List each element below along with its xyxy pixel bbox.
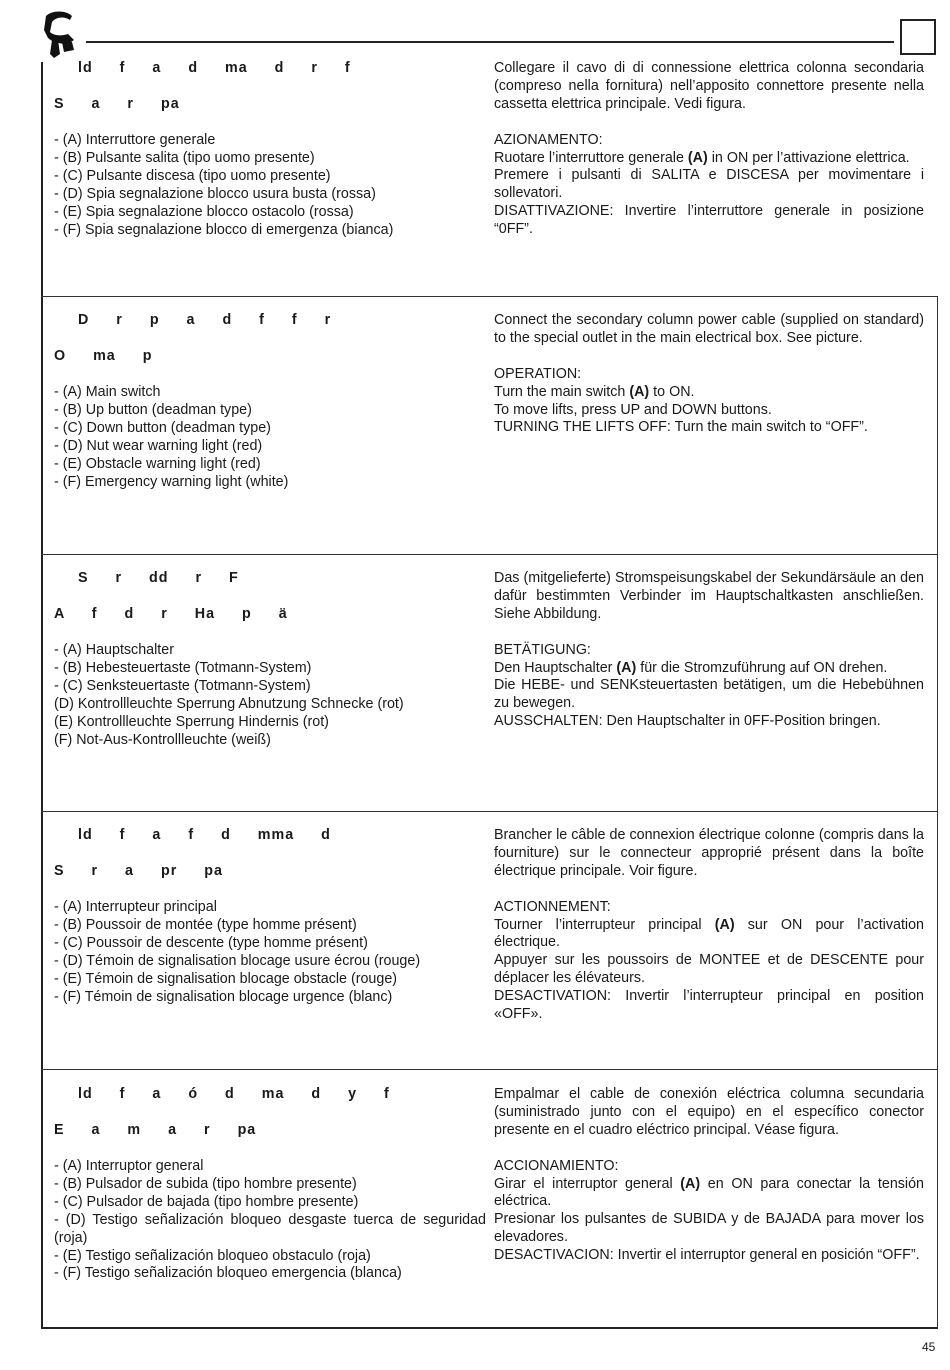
operation-step-3: DESACTIVATION: Invertir l’interrupteur principal en position «OFF». [494, 988, 924, 1023]
operation-heading: ACTIONNEMENT: [494, 898, 611, 915]
operation-step-3: DESACTIVACION: Invertir el interruptor general en posición “OFF”. [494, 1247, 920, 1264]
operation-step-3: TURNING THE LIFTS OFF: Turn the main switch to “OFF”. [494, 419, 868, 436]
list-item: - (D) Témoin de signalisation blocage usure écrou (rouge) [54, 952, 421, 969]
list-item: - (D) Testigo señalización bloqueo desgaste tuerca de seguridad (roja) [54, 1211, 486, 1246]
components-list [54, 899, 486, 1006]
list-item: - (D) Spia segnalazione blocco usura busta (rossa) [54, 185, 376, 202]
instructions-column [494, 827, 924, 1024]
list-item: - (C) Poussoir de descente (type homme présent) [54, 934, 368, 951]
list-item: (E) Kontrollleuchte Sperrung Hindernis (rot) [54, 713, 329, 730]
section-subtitle: O ma p [54, 348, 153, 364]
list-item: - (B) Pulsador de subida (tipo hombre presente) [54, 1175, 357, 1192]
components-column [54, 1086, 486, 1283]
section-german [42, 570, 937, 808]
list-item: - (E) Testigo señalización bloqueo obstaculo (roja) [54, 1247, 371, 1264]
components-list [54, 1158, 486, 1283]
operation-step-1: Turn the main switch (A) to ON. [494, 383, 695, 400]
section-subtitle: S a r pa [54, 96, 180, 112]
components-list [54, 642, 486, 749]
section-subtitle: S r a pr pa [54, 863, 223, 879]
operation-step-2: Presionar los pulsantes de SUBIDA y de BAJADA para mover los elevadores. [494, 1211, 924, 1246]
section-divider [41, 1069, 938, 1070]
list-item: - (F) Témoin de signalisation blocage urgence (blanc) [54, 988, 393, 1005]
list-item: - (C) Senksteuertaste (Totmann-System) [54, 677, 311, 694]
operation-step-1: Tourner l’interrupteur principal (A) sur ON pour l’activation électrique. [494, 916, 924, 951]
list-item: - (F) Spia segnalazione blocco di emergenza (bianca) [54, 221, 394, 238]
operation-step-1: Den Hauptschalter (A) für die Stromzuführung auf ON drehen. [494, 659, 888, 676]
list-item: - (B) Hebesteuertaste (Totmann-System) [54, 659, 312, 676]
section-title: S r dd r F [78, 570, 239, 586]
list-item: - (A) Interruttore generale [54, 132, 216, 148]
list-item: - (E) Obstacle warning light (red) [54, 455, 261, 472]
section-italian [42, 60, 937, 296]
list-item: - (A) Interrupteur principal [54, 899, 217, 915]
instructions-column [494, 1086, 924, 1265]
section-french [42, 827, 937, 1065]
operation-step-2: To move lifts, press UP and DOWN buttons. [494, 401, 772, 418]
frame-bottom-rule [41, 1327, 938, 1329]
list-item: - (A) Hauptschalter [54, 642, 174, 658]
components-list [54, 132, 486, 239]
list-item: - (B) Pulsante salita (tipo uomo presente) [54, 149, 315, 166]
list-item: - (B) Poussoir de montée (type homme présent) [54, 916, 357, 933]
operation-heading: OPERATION: [494, 365, 582, 382]
operation-step-2: Die HEBE- und SENKsteuertasten betätigen, um die Hebebühnen zu bewegen. [494, 677, 924, 712]
operation-step-3: DISATTIVAZIONE: Invertire l’interruttore generale in posizione “0FF”. [494, 203, 924, 238]
intro-paragraph: Empalmar el cable de conexión eléctrica columna secundaria (suministrado junto con el equipo) en el específico conector presente en el cuadro eléctrico principal. Véase figura. [494, 1086, 924, 1138]
operation-heading: BETÄTIGUNG: [494, 641, 591, 658]
list-item: - (E) Témoin de signalisation blocage obstacle (rouge) [54, 970, 398, 987]
brand-logo-icon [38, 10, 82, 60]
section-title: D r p a d f f r [78, 312, 332, 328]
section-divider [41, 554, 938, 555]
operation-step-1: Girar el interruptor general (A) en ON para conectar la tensión eléctrica. [494, 1175, 924, 1210]
instructions-column [494, 570, 924, 731]
operation-step-2: Appuyer sur les poussoirs de MONTEE et de DESCENTE pour déplacer les élévateurs. [494, 952, 924, 987]
section-title: ld f a ó d ma d y f [78, 1086, 390, 1102]
list-item: - (C) Pulsador de bajada (tipo hombre presente) [54, 1193, 359, 1210]
list-item: - (C) Pulsante discesa (tipo uomo presente) [54, 167, 331, 184]
list-item: - (F) Testigo señalización bloqueo emergencia (blanca) [54, 1265, 402, 1282]
operation-heading: AZIONAMENTO: [494, 131, 603, 148]
section-subtitle: A f d r Ha p ä [54, 606, 288, 622]
section-divider [41, 296, 938, 297]
list-item: (F) Not-Aus-Kontrollleuchte (weiß) [54, 731, 271, 748]
instructions-column [494, 60, 924, 239]
components-column [54, 60, 486, 239]
intro-paragraph: Das (mitgelieferte) Stromspeisungskabel der Sekundärsäule an den dafür bestimmten Verbinder im Hauptschaltkasten anschließen. Siehe Abbildung. [494, 570, 924, 622]
list-item: - (E) Spia segnalazione blocco ostacolo (rossa) [54, 203, 354, 220]
instructions-column [494, 312, 924, 437]
intro-paragraph: Collegare il cavo di di connessione elettrica colonna secondaria (compreso nella fornitura) nell’apposito connettore presente nella cassetta elettrica principale. Vedi figura. [494, 60, 924, 112]
section-english [42, 312, 937, 552]
section-divider [41, 811, 938, 812]
components-list [54, 384, 486, 491]
components-column [54, 312, 486, 491]
list-item: - (F) Emergency warning light (white) [54, 473, 289, 490]
intro-paragraph: Connect the secondary column power cable (supplied on standard) to the special outlet in the main electrical box. See picture. [494, 312, 924, 346]
list-item: - (D) Nut wear warning light (red) [54, 437, 263, 454]
corner-box [900, 19, 936, 55]
components-column [54, 570, 486, 749]
list-item: - (A) Interruptor general [54, 1158, 204, 1174]
intro-paragraph: Brancher le câble de connexion électrique colonne (compris dans la fourniture) sur le connecteur approprié présent dans la boîte électrique principale. Voir figure. [494, 827, 924, 879]
section-spanish [42, 1086, 937, 1324]
section-title: ld f a f d mma d [78, 827, 331, 843]
list-item: (D) Kontrollleuchte Sperrung Abnutzung Schnecke (rot) [54, 695, 404, 712]
operation-step-2: Premere i pulsanti di SALITA e DISCESA per movimentare i sollevatori. [494, 167, 924, 202]
operation-heading: ACCIONAMIENTO: [494, 1157, 619, 1174]
operation-step-3: AUSSCHALTEN: Den Hauptschalter in 0FF-Position bringen. [494, 713, 881, 730]
components-column [54, 827, 486, 1006]
header-rule [86, 41, 894, 43]
list-item: - (C) Down button (deadman type) [54, 419, 271, 436]
list-item: - (A) Main switch [54, 384, 161, 400]
section-subtitle: E a m a r pa [54, 1122, 257, 1138]
operation-step-1: Ruotare l’interruttore generale (A) in ON per l’attivazione elettrica. [494, 149, 910, 166]
page-number: 45 [922, 1340, 936, 1354]
section-title: ld f a d ma d r f [78, 60, 351, 76]
frame-right-rule [937, 296, 938, 1328]
list-item: - (B) Up button (deadman type) [54, 401, 252, 418]
